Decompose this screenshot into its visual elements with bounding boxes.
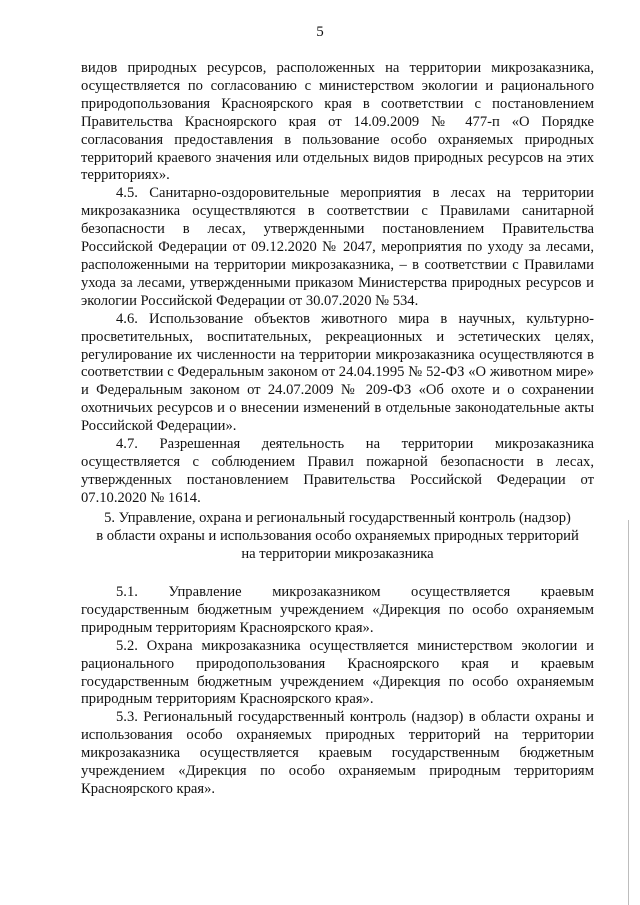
section-5-heading-line-1: 5. Управление, охрана и региональный государственный контроль (надзор) bbox=[104, 510, 571, 526]
paragraph-5-3: 5.3. Региональный государственный контроль (надзор) в области охраны и использования особо охраняемых природных территорий на территории микрозаказника осуществляется краевым государственным бюджетным учреждением «Дирекция по особо охраняемым природным территориям Красноярского края». bbox=[81, 709, 594, 797]
section-5-heading-line-3: на территории микрозаказника bbox=[241, 545, 434, 562]
paragraph-5-2: 5.2. Охрана микрозаказника осуществляется министерством экологии и рационального природопользования Красноярского края и краевым государственным бюджетным учреждением «Дирекция по особо охраняемым природным территориям Красноярского края». bbox=[81, 637, 594, 708]
scan-edge-line bbox=[628, 520, 629, 905]
paragraph-4-5: 4.5. Санитарно-оздоровительные мероприятия в лесах на территории микрозаказника осуществляются в соответствии с Правилами санитарной безопасности в лесах, утвержденными постановлением Правительства Российской Федерации от 09.12.2020 № 2047, мероприятия по уходу за лесами, расположенными на территории микрозаказника, – в соответствии с Правилами ухода за лесами, утвержденными приказом Министерства природных ресурсов и экологии Российской Федерации от 30.07.2020 № 534. bbox=[81, 185, 594, 309]
section-5-heading bbox=[81, 510, 594, 564]
paragraph-4-4-continuation: видов природных ресурсов, расположенных на территории микрозаказника, осуществляется по согласованию с министерством экологии и рационального природопользования Красноярского края в соответствии с постановлением Правительства Красноярского края от 14.09.2009 № 477-п «О Порядке согласования предоставления в пользование особо охраняемых природных территорий краевого значения или отдельных видов природных ресурсов на этих территориях». bbox=[81, 60, 594, 184]
paragraph-4-7: 4.7. Разрешенная деятельность на территории микрозаказника осуществляется с соблюдением Правил пожарной безопасности в лесах, утвержденных постановлением Правительства Российской Федерации от 07.10.2020 № 1614. bbox=[81, 436, 594, 506]
section-5-body bbox=[81, 584, 594, 799]
paragraph-4-6: 4.6. Использование объектов животного мира в научных, культурно-просветительных, воспитательных, рекреационных и эстетических целях, регулирование их численности на территории микрозаказника осуществляются в соответствии с Федеральным законом от 24.04.1995 № 52-ФЗ «О животном мире» и Федеральным законом от 24.07.2009 № 209-ФЗ «Об охоте и о сохранении охотничьих ресурсов и о внесении изменений в отдельные законодательные акты Российской Федерации». bbox=[81, 310, 594, 435]
section-5-heading-line-2: в области охраны и использования особо охраняемых природных территорий bbox=[96, 527, 579, 544]
page-number: 5 bbox=[316, 24, 324, 40]
paragraph-5-1: 5.1. Управление микрозаказником осуществляется краевым государственным бюджетным учреждением «Дирекция по особо охраняемым природным территориям Красноярского края». bbox=[81, 584, 594, 636]
section-4-continuation bbox=[81, 60, 594, 508]
